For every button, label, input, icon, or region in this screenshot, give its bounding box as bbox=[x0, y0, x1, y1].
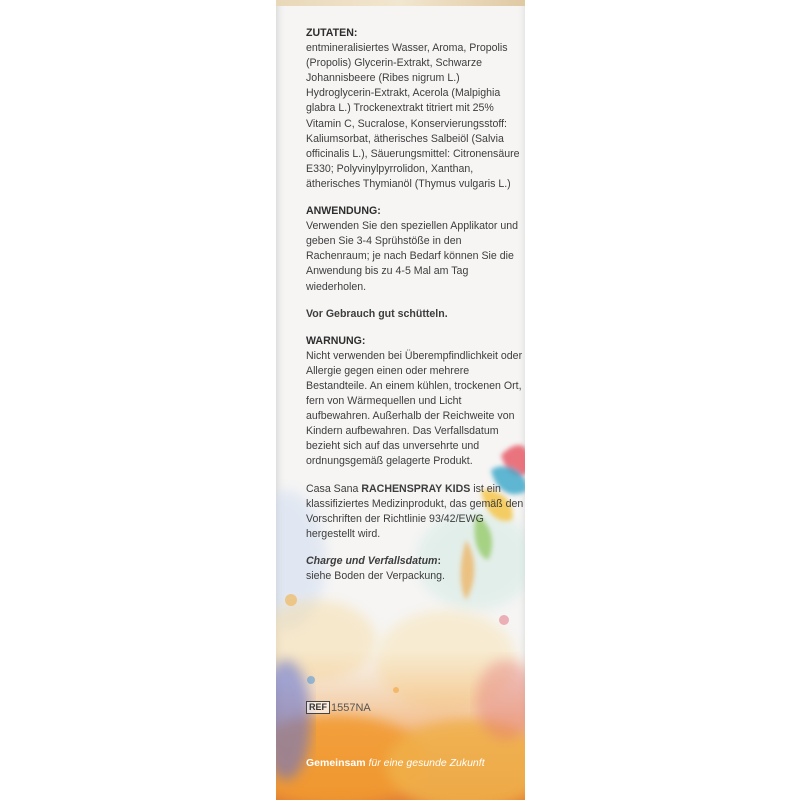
shake-note-section bbox=[306, 307, 524, 322]
batch-heading: Charge und Verfallsdatum bbox=[306, 554, 438, 567]
usage-heading: ANWENDUNG: bbox=[306, 205, 381, 218]
ingredients-section bbox=[306, 26, 524, 192]
slogan-rest: für eine gesunde Zukunft bbox=[365, 757, 485, 769]
ref-symbol: REF bbox=[306, 701, 330, 714]
ingredients-heading: ZUTATEN: bbox=[306, 27, 358, 39]
warning-text: Nicht verwenden bei Überempfindlichkeit oder Allergie gegen einen oder mehrere Bestandteile. An einem kühlen, trockenen Ort, fern von Wärmequellen und Licht aufbewahren. Außerhalb der Reichweite von Kindern aufbewahren. Das Verfallsdatum bezieht sich auf das unversehrte und ordnungsgemäß gelagerte Produkt. bbox=[306, 349, 523, 468]
package-side-panel bbox=[276, 0, 525, 800]
batch-heading-colon: : bbox=[437, 554, 441, 567]
batch-section bbox=[306, 554, 524, 584]
shake-note: Vor Gebrauch gut schütteln. bbox=[306, 307, 448, 320]
batch-text: siehe Boden der Verpackung. bbox=[306, 570, 445, 582]
medical-device-section bbox=[306, 482, 524, 542]
ingredients-text: entmineralisiertes Wasser, Aroma, Propolis (Propolis) Glycerin-Extrakt, Schwarze Johannisbeere (Ribes nigrum L.) Hydroglycerin-Extrakt, Acerola (Malpighia glabra L.) Trockenextrakt titriert mit 25% Vitamin C, Sucralose, Konservierungsstoff: Kaliumsorbat, ätherisches Salbeiöl (Salvia officinalis L.), Säuerungsmittel: Citronensäure E330; Polyvinylpyrrolidon, Xanthan, ätherisches Thymianöl (Thymus vulgaris L.) bbox=[306, 42, 520, 190]
ref-number: 1557NA bbox=[331, 701, 371, 714]
slogan-bold: Gemeinsam bbox=[306, 757, 366, 769]
usage-section bbox=[306, 204, 524, 295]
warning-heading: WARNUNG: bbox=[306, 334, 366, 347]
slogan bbox=[306, 757, 485, 769]
ref-code bbox=[306, 701, 371, 714]
product-text-block bbox=[306, 26, 524, 596]
product-name: RACHENSPRAY KIDS bbox=[361, 482, 471, 495]
brand-name: Casa Sana bbox=[306, 482, 359, 495]
medical-device-text: ist ein klassifiziertes Medizinprodukt, das gemäß den Vorschriften der Richtlinie 93/42/EWG hergestellt wird. bbox=[306, 482, 524, 540]
warning-section bbox=[306, 334, 524, 470]
usage-text: Verwenden Sie den speziellen Applikator und geben Sie 3-4 Sprühstöße in den Rachenraum; je nach Bedarf können Sie die Anwendung bis zu 4-5 Mal am Tag wiederholen. bbox=[306, 220, 519, 293]
